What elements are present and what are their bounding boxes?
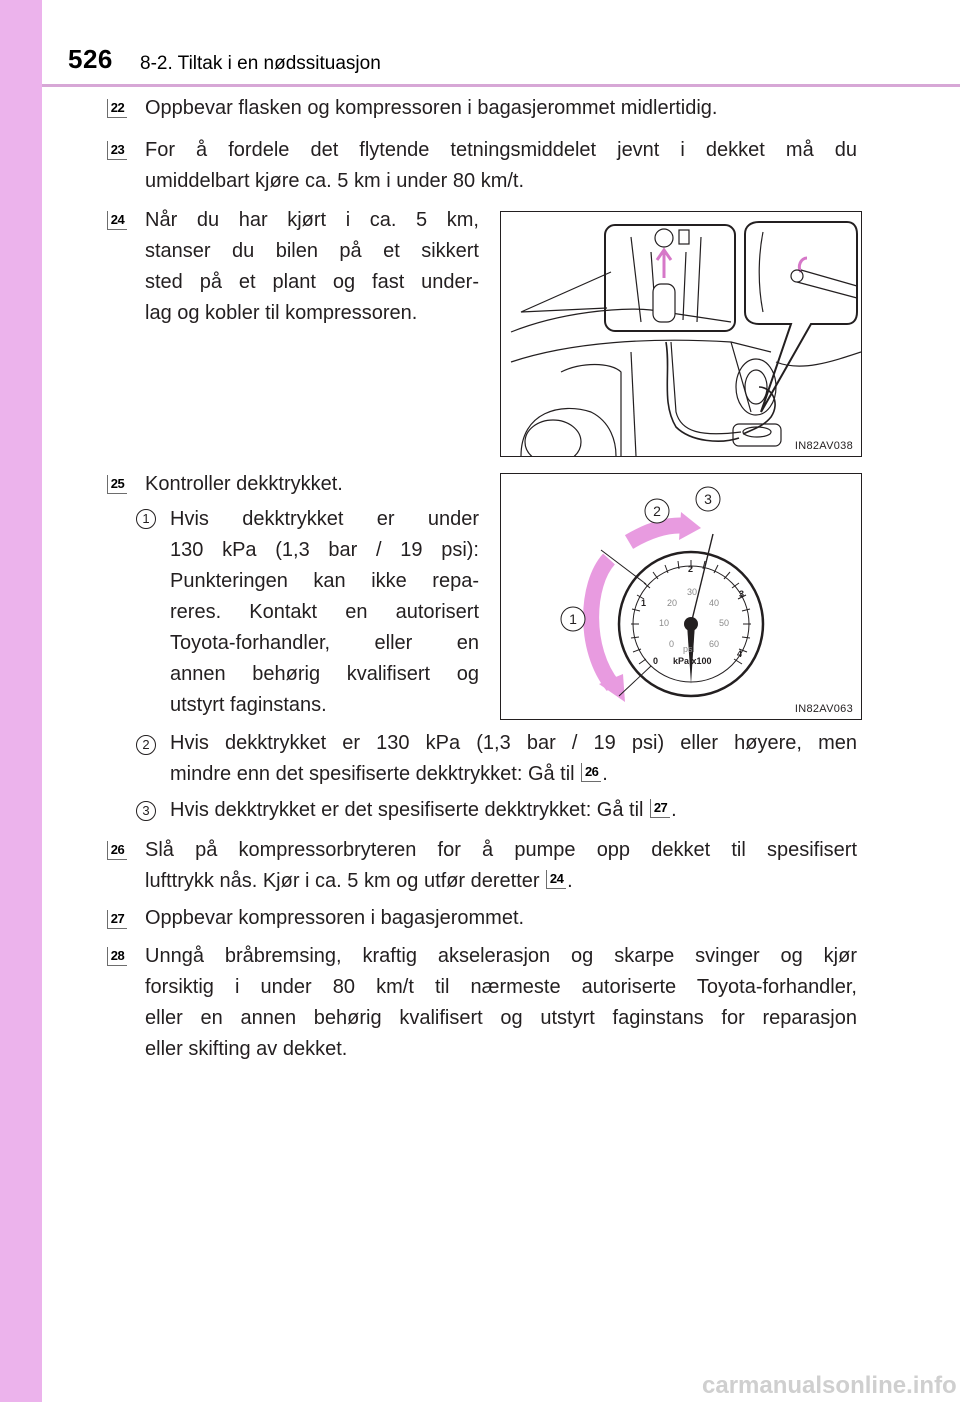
callout-2: 2: [653, 503, 661, 519]
step-number-27: 27: [107, 910, 127, 929]
step-ref-26[interactable]: 26: [581, 763, 601, 782]
subitem-number-1: 1: [136, 509, 156, 529]
outer-scale-4: 4: [737, 649, 743, 659]
step-23-text: [145, 135, 857, 197]
subitem-3-line-text: Hvis dekktrykket er det spesifiserte dekktrykket: Gå til: [170, 799, 644, 821]
figure-car-compressor: [500, 211, 862, 457]
subitem-1-line-5: Toyota-forhandler, eller en: [170, 632, 479, 654]
unit-kpa: kPa x100: [673, 656, 712, 666]
step-24-line-4: lag og kobler til kompressoren.: [145, 302, 418, 324]
subitem-1-line-1: Hvis dekktrykket er under: [170, 508, 479, 530]
subitem-2-text: [170, 728, 857, 790]
subitem-1-line-7: utstyrt faginstans.: [170, 694, 327, 716]
step-25-text: [145, 469, 479, 500]
step-ref-27[interactable]: 27: [650, 799, 670, 818]
step-27-line: Oppbevar kompressoren i bagasjerommet.: [145, 907, 525, 929]
step-24-line-2: stanser du bilen på et sikkert: [145, 240, 479, 262]
step-number-24: 24: [107, 211, 127, 230]
step-28-line-1: Unngå bråbremsing, kraftig akselerasjon og skarpe svinger og kjør: [145, 945, 857, 967]
step-23-line-2: umiddelbart kjøre ca. 5 km i under 80 km/t.: [145, 170, 525, 192]
step-number-26: 26: [107, 841, 127, 860]
step-ref-24[interactable]: 24: [546, 870, 566, 889]
callout-3: 3: [704, 491, 712, 507]
subitem-1-line-4: reres. Kontakt en autorisert: [170, 601, 479, 623]
step-number-23: 23: [107, 141, 127, 160]
step-number-28: 28: [107, 947, 127, 966]
subitem-1-line-6: annen behørig kvalifisert og: [170, 663, 479, 685]
inner-scale-20: 20: [667, 598, 678, 608]
subitem-2-line-2-end: .: [602, 763, 608, 785]
step-27-text: [145, 903, 857, 934]
inner-scale-50: 50: [719, 618, 730, 628]
unit-psi: psi: [683, 644, 695, 654]
inner-scale-0: 0: [669, 639, 675, 649]
inner-scale-30: 30: [687, 587, 698, 597]
step-23-line-1: For å fordele det flytende tetningsmiddelet jevnt i dekket må du: [145, 139, 857, 161]
callout-1: 1: [569, 611, 577, 627]
subitem-3-text: [170, 795, 857, 826]
subitem-2-line-2: [170, 759, 857, 790]
inner-scale-10: 10: [659, 618, 670, 628]
step-26-line-2-end: .: [567, 870, 573, 892]
watermark: carmanualsonline.info: [702, 1372, 957, 1399]
pressure-gauge-illustration: [501, 474, 861, 719]
subitem-1-text: [170, 504, 479, 721]
subitem-1-line-3: Punkteringen kan ikke repa-: [170, 570, 479, 592]
step-28-line-4: eller skifting av dekket.: [145, 1038, 348, 1060]
outer-scale-2: 2: [688, 564, 694, 574]
figure-2-code: IN82AV063: [794, 703, 853, 715]
step-number-25: 25: [107, 475, 127, 494]
step-26-line-1: Slå på kompressorbryteren for å pumpe opp dekket til spesifisert: [145, 839, 857, 861]
step-28-line-3: eller en annen behørig kvalifisert og utstyrt faginstans for reparasjon: [145, 1007, 857, 1029]
step-26-line-2: [145, 866, 857, 897]
subitem-3-line: [170, 795, 857, 826]
figure-1-code: IN82AV038: [794, 440, 853, 452]
step-24-text: [145, 205, 479, 329]
header-rule: [42, 84, 960, 87]
outer-scale-0: 0: [653, 656, 659, 666]
step-28-line-2: forsiktig i under 80 km/t til nærmeste autoriserte Toyota-forhandler,: [145, 976, 857, 998]
subitem-2-line-2-text: mindre enn det spesifiserte dekktrykket: Gå til: [170, 763, 575, 785]
page-number: 526: [68, 44, 113, 74]
outer-scale-3: 3: [739, 589, 745, 599]
subitem-2-line-1: Hvis dekktrykket er 130 kPa (1,3 bar / 19 psi) eller høyere, men: [170, 732, 857, 754]
inner-scale-60: 60: [709, 639, 720, 649]
subitem-3-line-end: .: [671, 799, 677, 821]
section-title: 8-2. Tiltak i en nødssituasjon: [140, 53, 381, 74]
page-header: [42, 0, 960, 88]
chapter-sidebar: [0, 0, 42, 1402]
subitem-1-line-2: 130 kPa (1,3 bar / 19 psi):: [170, 539, 479, 561]
outer-scale-1: 1: [641, 598, 647, 608]
subitem-number-2: 2: [136, 735, 156, 755]
step-24-line-1: Når du har kjørt i ca. 5 km,: [145, 209, 479, 231]
step-22-line: Oppbevar flasken og kompressoren i bagasjerommet midlertidig.: [145, 97, 718, 119]
step-26-text: [145, 835, 857, 897]
step-22-text: [145, 93, 857, 124]
step-28-text: [145, 941, 857, 1065]
figure-pressure-gauge: [500, 473, 862, 720]
step-26-line-2-text: lufttrykk nås. Kjør i ca. 5 km og utfør deretter: [145, 870, 540, 892]
step-24-line-3: sted på et plant og fast under-: [145, 271, 479, 293]
inner-scale-40: 40: [709, 598, 720, 608]
step-25-line: Kontroller dekktrykket.: [145, 473, 343, 495]
car-compressor-illustration: [501, 212, 861, 456]
subitem-number-3: 3: [136, 801, 156, 821]
step-number-22: 22: [107, 99, 127, 118]
